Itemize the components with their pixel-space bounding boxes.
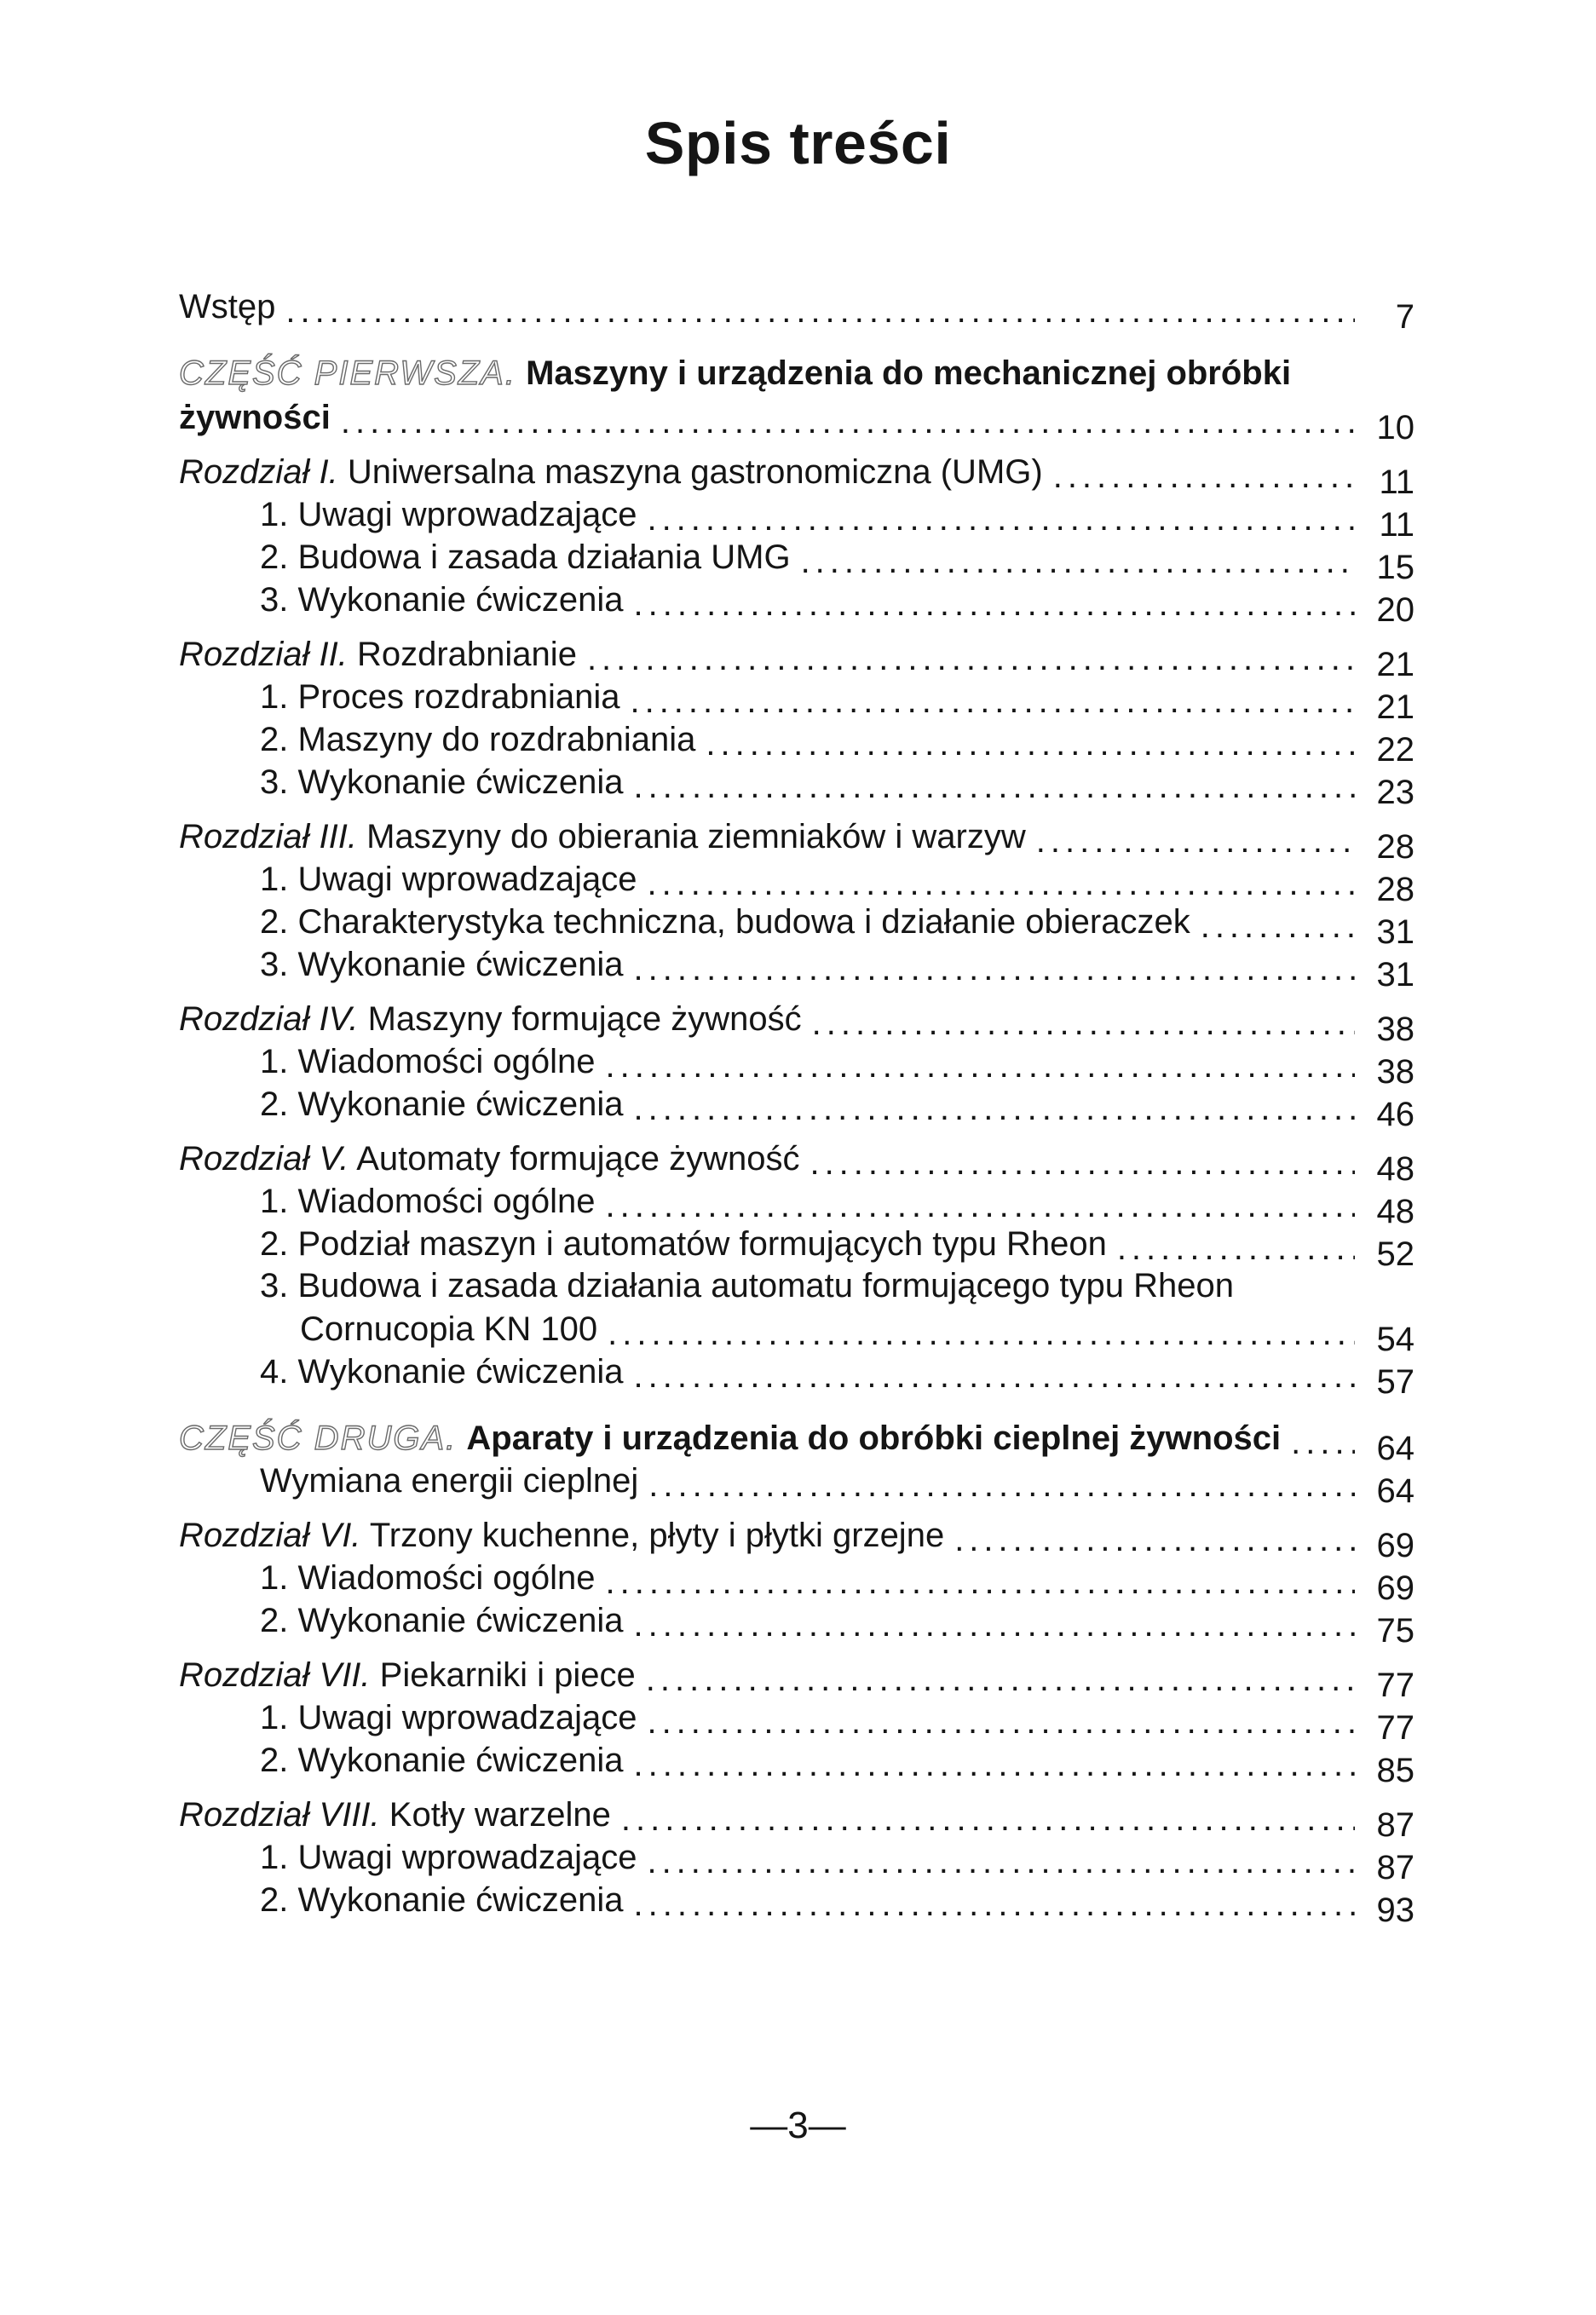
- part-one: [179, 352, 1415, 446]
- leader-dots: [634, 952, 1355, 986]
- section-label: 2. Wykonanie ćwiczenia: [260, 1602, 624, 1639]
- chapter-title: Rozdrabnianie: [356, 636, 577, 673]
- part-label: CZĘŚĆ PIERWSZA.: [179, 354, 516, 392]
- section-label: 2. Charakterystyka techniczna, budowa i działanie obieraczek: [260, 903, 1190, 941]
- chapter-prefix: Rozdział VII.: [179, 1656, 371, 1694]
- chapter-prefix: Rozdział III.: [179, 818, 357, 855]
- section-label: 2. Wykonanie ćwiczenia: [260, 1742, 624, 1779]
- page-footer-number: —3—: [750, 2105, 846, 2146]
- page-title: Spis treści: [644, 110, 952, 176]
- toc-entry-section[interactable]: [179, 1557, 1415, 1607]
- part-one-heading[interactable]: [179, 352, 1415, 396]
- section-label: 4. Wykonanie ćwiczenia: [260, 1353, 624, 1391]
- toc-entry-section[interactable]: [179, 1836, 1415, 1886]
- page-number: 28: [1376, 828, 1415, 866]
- part-title: Aparaty i urządzenia do obróbki cieplnej żywności: [466, 1420, 1282, 1457]
- page-number: 77: [1376, 1709, 1415, 1747]
- page-number: 11: [1379, 464, 1415, 501]
- section-label: 1. Wiadomości ogólne: [260, 1559, 596, 1597]
- toc-entry-section[interactable]: [179, 1460, 1415, 1510]
- toc-entry-section[interactable]: [179, 1696, 1415, 1747]
- page-number: 10: [1376, 409, 1415, 446]
- chapter-title: Uniwersalna maszyna gastronomiczna (UMG): [347, 453, 1043, 491]
- page-number: 22: [1376, 731, 1415, 769]
- chapter-prefix: Rozdział I.: [179, 453, 338, 491]
- chapter-prefix: Rozdział VIII.: [179, 1796, 380, 1834]
- section-label: 3. Wykonanie ćwiczenia: [260, 581, 624, 619]
- page-number: 54: [1376, 1321, 1415, 1358]
- leader-dots: [1036, 824, 1355, 858]
- section-label: Wymiana energii cieplnej: [260, 1462, 639, 1500]
- leader-dots: [810, 1146, 1355, 1180]
- toc-label: Wstęp: [179, 288, 276, 325]
- part-two: [179, 1417, 1415, 1510]
- section-label: 2. Wykonanie ćwiczenia: [260, 1881, 624, 1919]
- page-number: 31: [1376, 913, 1415, 951]
- section-label: 2. Wykonanie ćwiczenia: [260, 1086, 624, 1123]
- section-label: 3. Wykonanie ćwiczenia: [260, 763, 624, 801]
- toc-entry-chapter[interactable]: [179, 1514, 1415, 1564]
- toc-entry-section[interactable]: [179, 1308, 1415, 1358]
- section-label: 1. Wiadomości ogólne: [260, 1183, 596, 1220]
- leader-dots: [606, 1189, 1355, 1223]
- leader-dots: [1291, 1425, 1355, 1460]
- toc-entry-section[interactable]: [179, 761, 1415, 811]
- table-of-contents: [179, 285, 1415, 1929]
- page-number: 85: [1376, 1752, 1415, 1789]
- section-label: 1. Uwagi wprowadzające: [260, 496, 637, 533]
- section-label: 2. Podział maszyn i automatów formujących typu Rheon: [260, 1225, 1107, 1263]
- toc-entry-section[interactable]: [179, 1739, 1415, 1789]
- leader-dots: [812, 1006, 1355, 1040]
- chapter-7: [179, 1654, 1415, 1789]
- section-label: 1. Uwagi wprowadzające: [260, 1699, 637, 1736]
- section-label: 1. Proces rozdrabniania: [260, 678, 620, 716]
- leader-dots: [648, 1468, 1355, 1502]
- toc-entry-section[interactable]: [179, 1180, 1415, 1230]
- page-number: 38: [1376, 1053, 1415, 1091]
- toc-entry-section[interactable]: [179, 579, 1415, 629]
- leader-dots: [801, 544, 1355, 579]
- toc-entry-section[interactable]: [179, 943, 1415, 993]
- chapter-title: Kotły warzelne: [389, 1796, 611, 1834]
- toc-entry-section[interactable]: [179, 493, 1415, 544]
- toc-entry-section[interactable]: [179, 536, 1415, 586]
- section-label: 1. Uwagi wprowadzające: [260, 861, 637, 898]
- toc-entry-section[interactable]: [179, 901, 1415, 951]
- page-number: 69: [1376, 1569, 1415, 1607]
- chapter-5: [179, 1137, 1415, 1401]
- leader-dots: [285, 294, 1355, 328]
- chapter-2: [179, 633, 1415, 811]
- leader-dots: [647, 502, 1355, 536]
- part-title-continued: żywności: [179, 399, 331, 436]
- toc-entry-chapter[interactable]: [179, 1794, 1415, 1844]
- leader-dots: [634, 587, 1355, 621]
- leader-dots: [587, 642, 1355, 676]
- chapter-1: [179, 451, 1415, 629]
- page-number: 46: [1376, 1096, 1415, 1133]
- leader-dots: [341, 405, 1355, 439]
- chapter-3: [179, 815, 1415, 993]
- toc-entry-section[interactable]: [179, 1350, 1415, 1401]
- toc-entry-section[interactable]: [179, 1083, 1415, 1133]
- page-number: 48: [1376, 1193, 1415, 1230]
- page-number: 28: [1376, 871, 1415, 908]
- toc-entry-section[interactable]: [179, 718, 1415, 769]
- chapter-title: Maszyny do obierania ziemniaków i warzyw: [366, 818, 1026, 855]
- chapter-title: Piekarniki i piece: [379, 1656, 636, 1694]
- chapter-title: Trzony kuchenne, płyty i płytki grzejne: [369, 1517, 945, 1554]
- page-number: 87: [1376, 1849, 1415, 1886]
- page-number: 77: [1376, 1667, 1415, 1704]
- toc-entry-section[interactable]: [179, 1879, 1415, 1929]
- toc-entry-chapter[interactable]: [179, 1654, 1415, 1704]
- leader-dots: [634, 1608, 1355, 1642]
- section-label: 3. Wykonanie ćwiczenia: [260, 946, 624, 983]
- page-number: 23: [1376, 774, 1415, 811]
- part-label: CZĘŚĆ DRUGA.: [179, 1420, 458, 1457]
- page-number: 52: [1376, 1235, 1415, 1273]
- leader-dots: [1053, 459, 1355, 493]
- toc-entry-chapter[interactable]: [179, 451, 1415, 501]
- toc-entry-section[interactable]: [179, 858, 1415, 908]
- leader-dots: [606, 1565, 1355, 1599]
- page-number: 31: [1376, 956, 1415, 993]
- leader-dots: [634, 1887, 1355, 1921]
- section-label: 2. Maszyny do rozdrabniania: [260, 721, 696, 758]
- page-number: 21: [1376, 646, 1415, 683]
- toc-entry-section[interactable]: [179, 1599, 1415, 1650]
- page-number: 48: [1376, 1150, 1415, 1188]
- page-number: 15: [1376, 549, 1415, 586]
- page-number: 21: [1376, 688, 1415, 726]
- leader-dots: [647, 867, 1355, 901]
- section-label-line1[interactable]: 3. Budowa i zasada działania automatu formującego typu Rheon: [260, 1267, 1234, 1304]
- section-label-line2: Cornucopia KN 100: [300, 1310, 598, 1348]
- leader-dots: [1117, 1231, 1355, 1265]
- page-number: 93: [1376, 1892, 1415, 1929]
- chapter-title: Maszyny formujące żywność: [367, 1000, 802, 1038]
- toc-entry-section[interactable]: [179, 1223, 1415, 1273]
- toc-entry-chapter[interactable]: [179, 1137, 1415, 1188]
- toc-entry-chapter[interactable]: [179, 998, 1415, 1048]
- section-label: 2. Budowa i zasada działania UMG: [260, 538, 791, 576]
- chapter-prefix: Rozdział V.: [179, 1140, 349, 1178]
- leader-dots: [621, 1802, 1355, 1836]
- section-label: 1. Uwagi wprowadzające: [260, 1839, 637, 1876]
- chapter-prefix: Rozdział IV.: [179, 1000, 359, 1038]
- chapter-4: [179, 998, 1415, 1133]
- leader-dots: [706, 727, 1355, 761]
- leader-dots: [647, 1705, 1355, 1739]
- page-number: 57: [1376, 1363, 1415, 1401]
- leader-dots: [1201, 909, 1355, 943]
- leader-dots: [647, 1845, 1355, 1879]
- chapter-title: Automaty formujące żywność: [356, 1140, 800, 1178]
- page-number: 75: [1376, 1612, 1415, 1650]
- chapter-prefix: Rozdział VI.: [179, 1517, 361, 1554]
- leader-dots: [954, 1523, 1355, 1557]
- leader-dots: [634, 769, 1355, 803]
- leader-dots: [608, 1316, 1355, 1350]
- page-number: 7: [1395, 298, 1415, 336]
- page-number: 11: [1379, 506, 1415, 544]
- page-number: 20: [1376, 591, 1415, 629]
- leader-dots: [606, 1049, 1355, 1083]
- toc-entry-chapter[interactable]: [179, 815, 1415, 866]
- leader-dots: [634, 1091, 1355, 1126]
- page-number: 87: [1376, 1806, 1415, 1844]
- leader-dots: [630, 684, 1355, 718]
- toc-entry-part-one[interactable]: [179, 396, 1415, 446]
- toc-entry-chapter[interactable]: [179, 633, 1415, 683]
- page-number: 64: [1376, 1430, 1415, 1467]
- leader-dots: [634, 1748, 1355, 1782]
- part-title: Maszyny i urządzenia do mechanicznej obróbki: [526, 354, 1292, 392]
- chapter-6: [179, 1514, 1415, 1650]
- toc-entry-section[interactable]: [179, 1040, 1415, 1091]
- toc-entry-part-two[interactable]: [179, 1417, 1415, 1467]
- page-number: 64: [1376, 1472, 1415, 1510]
- leader-dots: [646, 1662, 1355, 1696]
- toc-entry-section[interactable]: [179, 676, 1415, 726]
- page-number: 69: [1376, 1527, 1415, 1564]
- chapter-prefix: Rozdział II.: [179, 636, 348, 673]
- page-number: 38: [1376, 1011, 1415, 1048]
- section-label: 1. Wiadomości ogólne: [260, 1043, 596, 1080]
- leader-dots: [634, 1359, 1355, 1393]
- chapter-8: [179, 1794, 1415, 1929]
- toc-entry-intro[interactable]: [179, 285, 1415, 336]
